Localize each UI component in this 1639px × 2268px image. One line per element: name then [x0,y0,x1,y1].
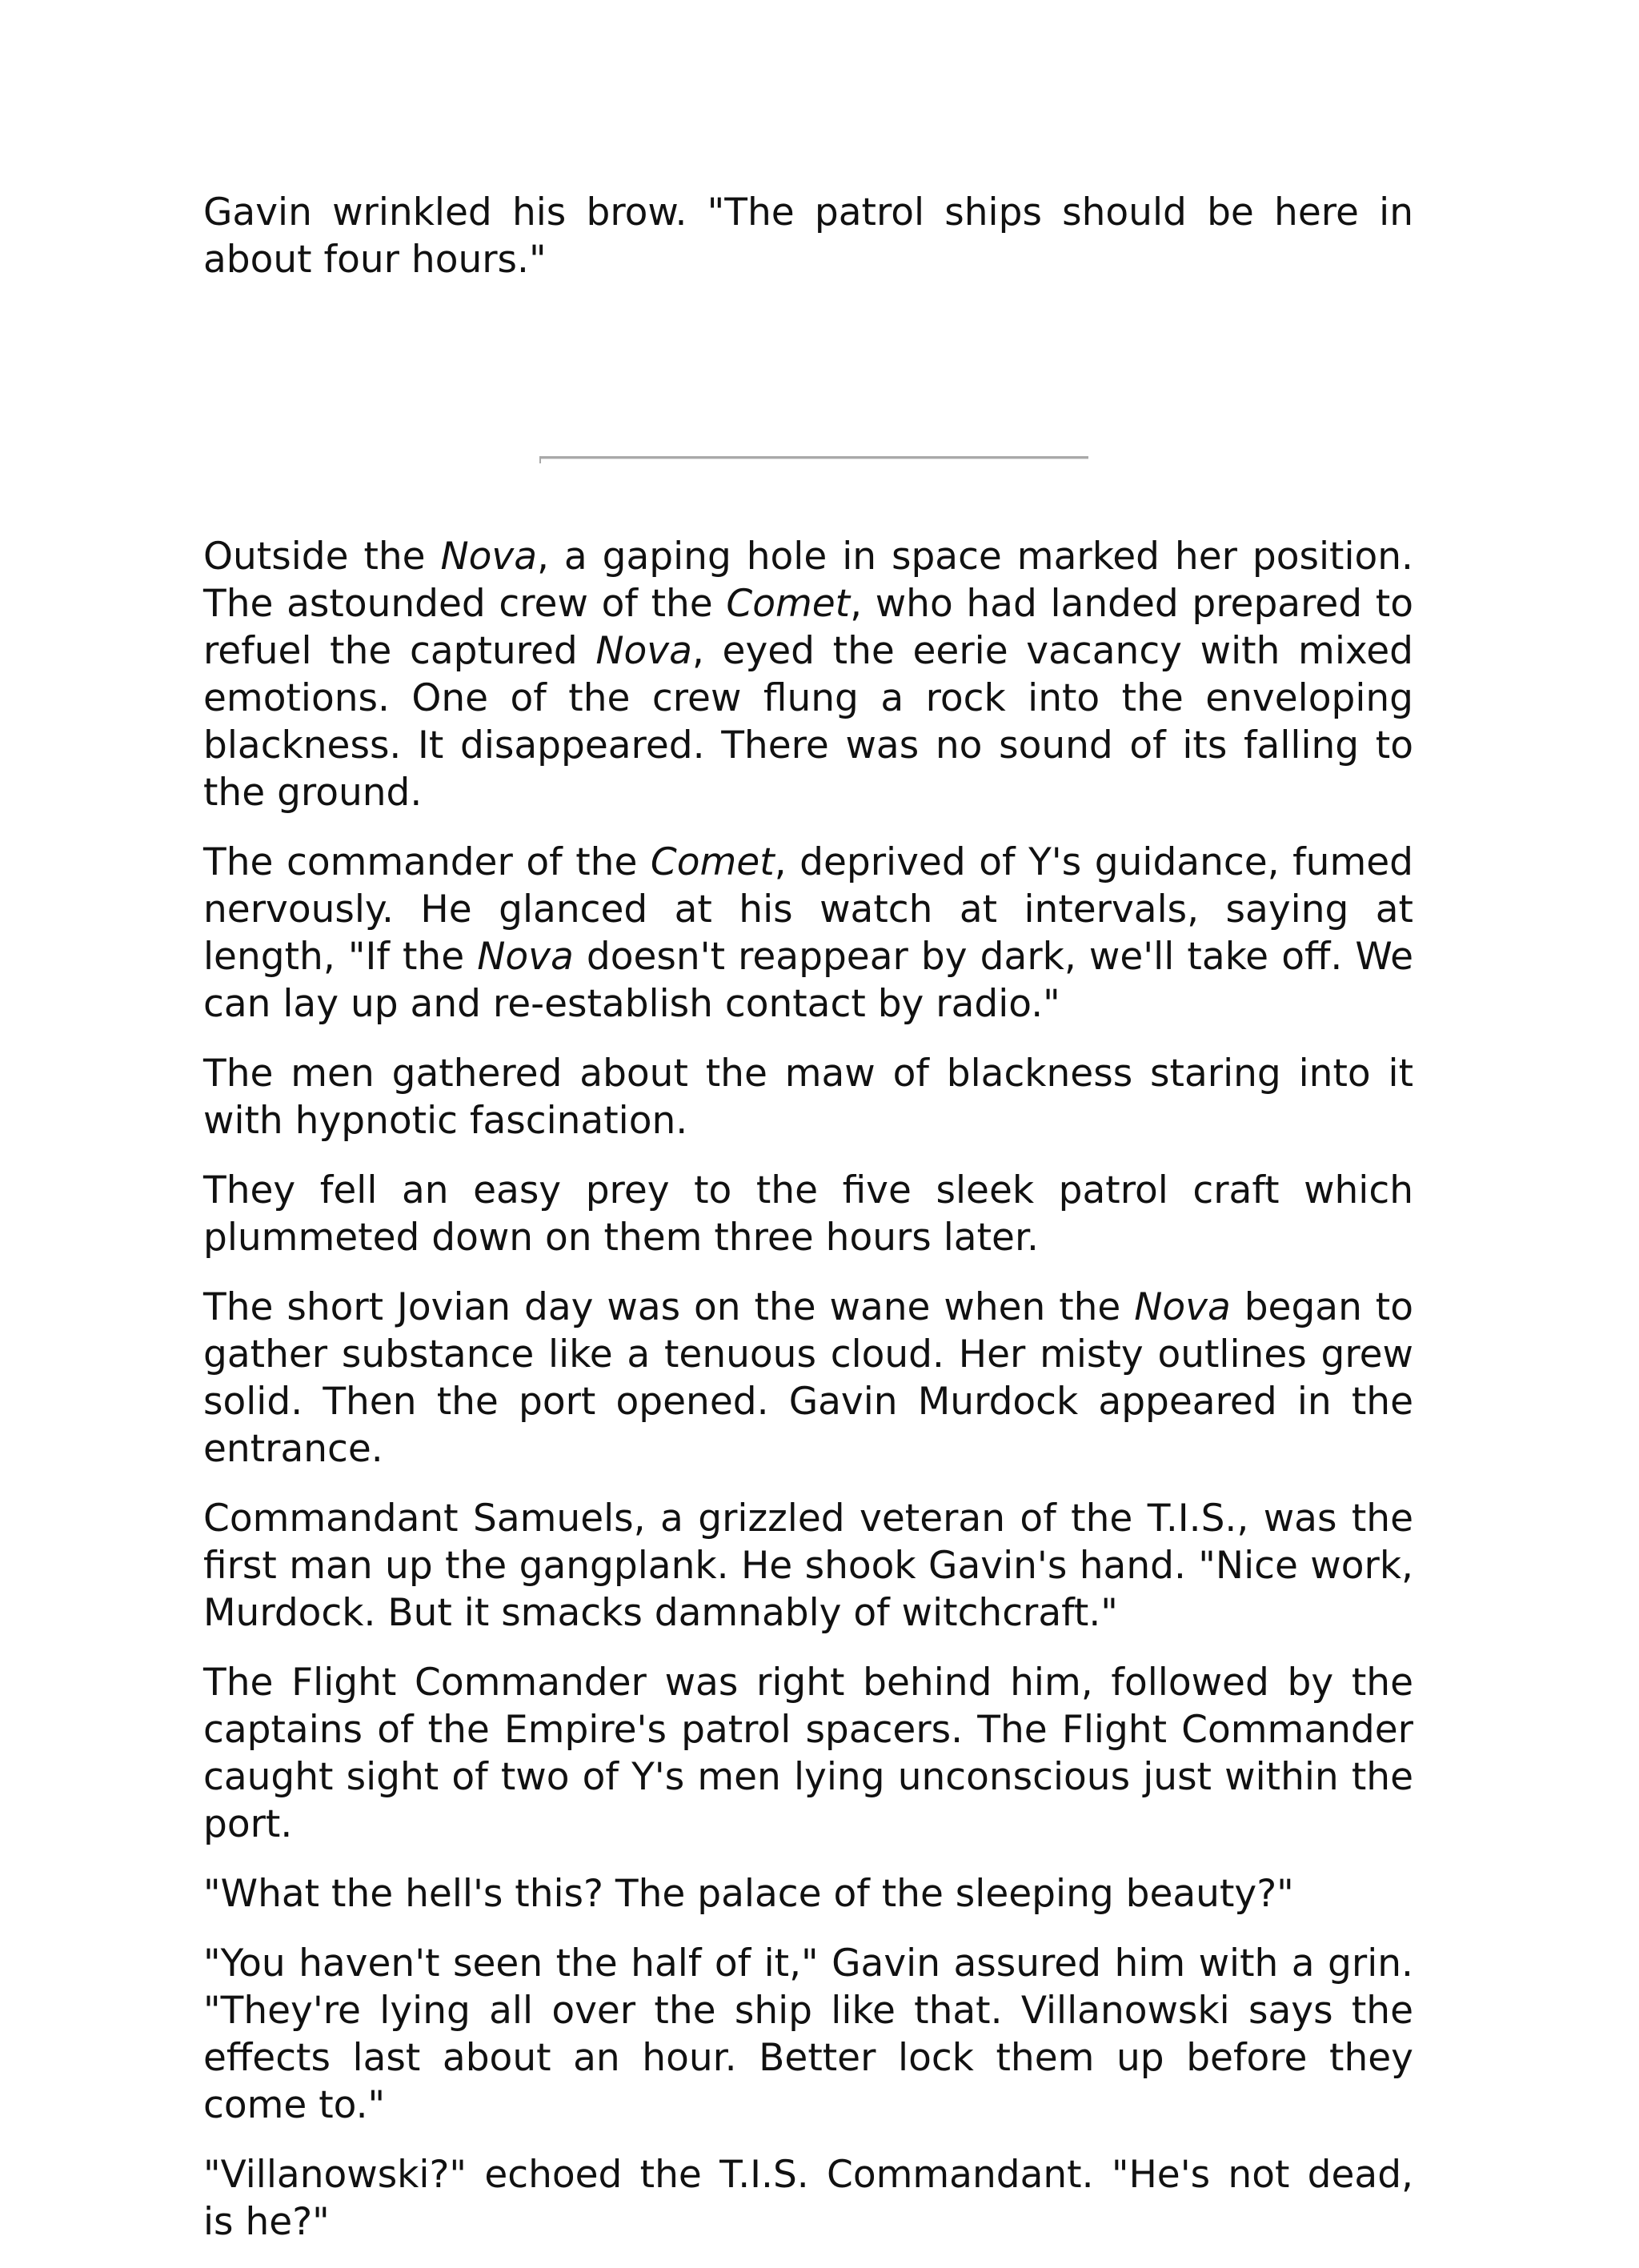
text: Gavin wrinkled his brow. "The patrol ships should be here in about four hours." [203,190,1413,282]
paragraph-4 [203,1050,1413,1144]
text: Outside the [203,535,441,579]
ship-name-italic: Nova [1134,1285,1231,1329]
paragraph-1 [203,189,1413,283]
document-page [203,189,1413,2268]
ship-name-italic: Comet [650,840,775,884]
ship-name-italic: Nova [440,535,538,579]
text: began to gather substance like a tenuous cloud. Her misty outlines grew solid. Then the port opened. Gavin Murdock appeared in the entrance. [203,1285,1413,1471]
ship-name-italic: Comet [726,582,851,626]
text: The Flight Commander was right behind him, followed by the captains of the Empire's patrol spacers. The Flight Commander caught sight of two of Y's men lying unconscious just within the port. [203,1661,1413,1846]
paragraph-8 [203,1659,1413,1848]
text: "What the hell's this? The palace of the sleeping beauty?" [203,1872,1294,1916]
horizontal-rule [539,456,1088,459]
ship-name-italic: Nova [477,935,574,979]
ship-name-italic: Nova [595,629,692,673]
text: , who had landed prepared to refuel the captured [203,582,1413,673]
text: Commandant Samuels, a grizzled veteran of the T.I.S., was the first man up the gangplank. He shook Gavin's hand. "Nice work, Murdock. But it smacks damnably of witchcraft." [203,1497,1413,1635]
paragraph-2 [203,533,1413,816]
paragraph-11 [203,2151,1413,2246]
text: , a gaping hole in space marked her position. The astounded crew of the [203,535,1413,626]
paragraph-6 [203,1284,1413,1473]
paragraph-9 [203,1870,1413,1917]
paragraph-7 [203,1495,1413,1637]
text: , deprived of Y's guidance, fumed nervously. He glanced at his watch at intervals, saying at length, "If the [203,840,1413,979]
paragraph-5 [203,1167,1413,1261]
paragraph-3 [203,839,1413,1028]
text: The commander of the [203,840,651,884]
section-break [203,283,1413,461]
paragraph-10 [203,1940,1413,2129]
text: The short Jovian day was on the wane when the [203,1285,1135,1329]
text: They fell an easy prey to the five sleek patrol craft which plummeted down on them three hours later. [203,1168,1413,1260]
text: "You haven't seen the half of it," Gavin assured him with a grin. "They're lying all over the ship like that. Villanowski says the effects last about an hour. Better lock them up before they come to." [203,1941,1413,2127]
text: , eyed the eerie vacancy with mixed emotions. One of the crew flung a rock into the enveloping blackness. It disappeared. There was no sound of its falling to the ground. [203,629,1413,815]
text: doesn't reappear by dark, we'll take off. We can lay up and re-establish contact by radio." [203,935,1414,1026]
section-2 [203,533,1413,2246]
text: The men gathered about the maw of blackness staring into it with hypnotic fascination. [203,1052,1413,1143]
text: "Villanowski?" echoed the T.I.S. Commandant. "He's not dead, is he?" [203,2153,1413,2244]
